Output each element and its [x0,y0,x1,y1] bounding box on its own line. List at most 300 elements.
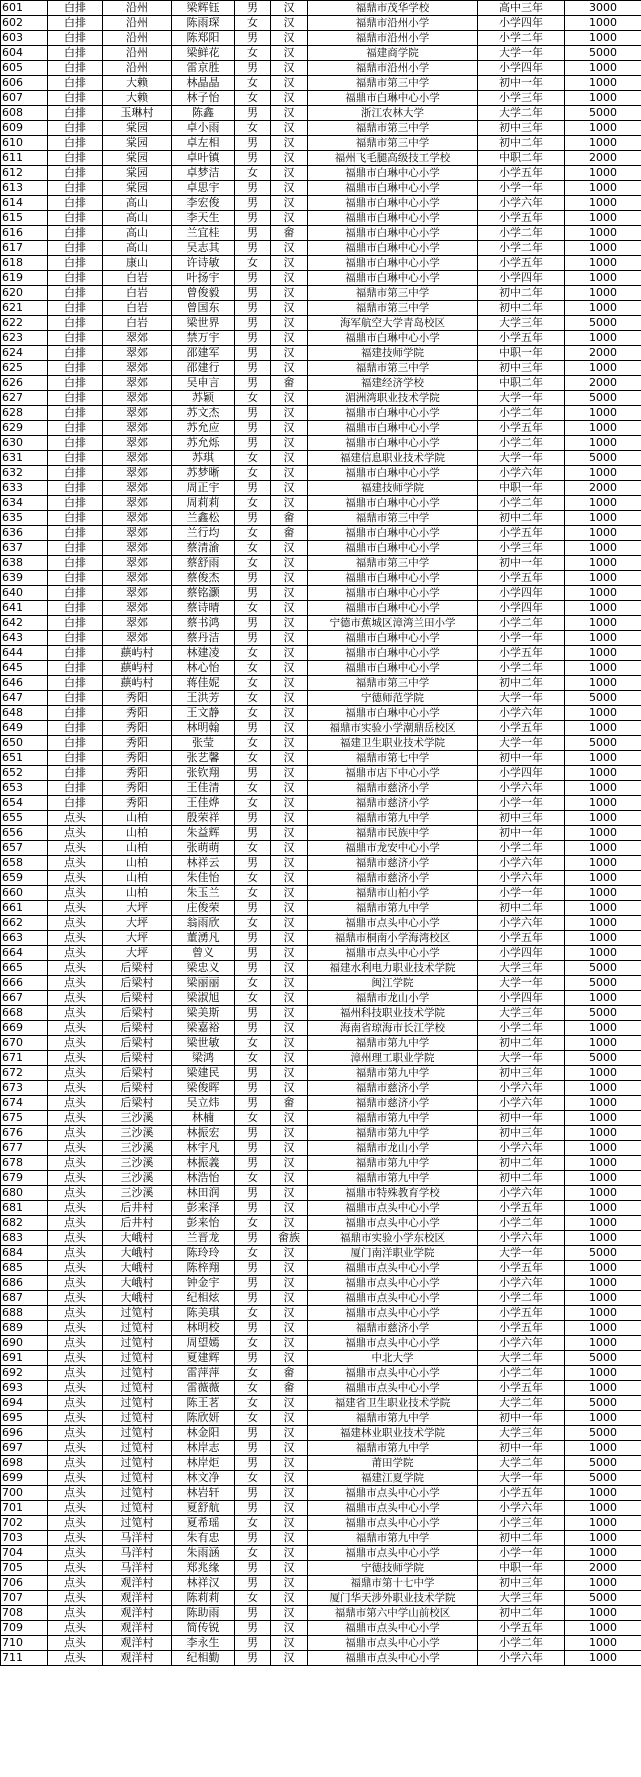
cell-grade[interactable]: 初中二年 [478,1036,565,1051]
cell-gender[interactable]: 男 [235,1126,271,1141]
cell-no[interactable]: 637 [1,541,48,556]
cell-village[interactable]: 后井村 [103,1201,172,1216]
cell-school[interactable]: 福鼎市白琳中心小学 [308,601,478,616]
cell-village[interactable]: 过笕村 [103,1321,172,1336]
cell-school[interactable]: 福鼎市点头中心小学 [308,1306,478,1321]
cell-no[interactable]: 705 [1,1561,48,1576]
cell-gender[interactable]: 男 [235,1456,271,1471]
cell-name[interactable]: 翁雨欣 [172,916,235,931]
cell-name[interactable]: 曾俊毅 [172,286,235,301]
cell-amount[interactable]: 1000 [565,61,641,76]
cell-grade[interactable]: 初中二年 [478,301,565,316]
cell-name[interactable]: 张艺馨 [172,751,235,766]
cell-town[interactable]: 白排 [48,781,103,796]
cell-village[interactable]: 翠郊 [103,451,172,466]
cell-ethnicity[interactable]: 汉 [271,1531,308,1546]
cell-no[interactable]: 616 [1,226,48,241]
cell-no[interactable]: 627 [1,391,48,406]
cell-no[interactable]: 651 [1,751,48,766]
cell-village[interactable]: 蕻屿村 [103,676,172,691]
cell-no[interactable]: 655 [1,811,48,826]
cell-name[interactable]: 周望嫣 [172,1336,235,1351]
cell-amount[interactable]: 1000 [565,361,641,376]
cell-town[interactable]: 点头 [48,1621,103,1636]
cell-school[interactable]: 莆田学院 [308,1456,478,1471]
cell-ethnicity[interactable]: 汉 [271,1351,308,1366]
cell-gender[interactable]: 男 [235,1426,271,1441]
cell-gender[interactable]: 女 [235,1471,271,1486]
cell-amount[interactable]: 5000 [565,451,641,466]
cell-ethnicity[interactable]: 汉 [271,286,308,301]
cell-name[interactable]: 朱益辉 [172,826,235,841]
cell-town[interactable]: 点头 [48,1261,103,1276]
cell-ethnicity[interactable]: 汉 [271,556,308,571]
cell-ethnicity[interactable]: 汉 [271,346,308,361]
cell-ethnicity[interactable]: 汉 [271,886,308,901]
cell-amount[interactable]: 1000 [565,301,641,316]
cell-no[interactable]: 663 [1,931,48,946]
cell-ethnicity[interactable]: 汉 [271,301,308,316]
cell-no[interactable]: 702 [1,1516,48,1531]
cell-town[interactable]: 点头 [48,946,103,961]
cell-no[interactable]: 678 [1,1156,48,1171]
cell-gender[interactable]: 男 [235,301,271,316]
cell-school[interactable]: 湄洲湾职业技术学院 [308,391,478,406]
cell-no[interactable]: 643 [1,631,48,646]
cell-village[interactable]: 大峨村 [103,1231,172,1246]
cell-gender[interactable]: 男 [235,721,271,736]
cell-town[interactable]: 白排 [48,511,103,526]
cell-gender[interactable]: 女 [235,871,271,886]
cell-grade[interactable]: 小学六年 [478,1141,565,1156]
cell-amount[interactable]: 1000 [565,181,641,196]
cell-town[interactable]: 点头 [48,1141,103,1156]
cell-school[interactable]: 福鼎市第九中学 [308,1126,478,1141]
cell-grade[interactable]: 初中一年 [478,556,565,571]
cell-ethnicity[interactable]: 畲族 [271,1231,308,1246]
cell-school[interactable]: 福鼎市点头中心小学 [308,1201,478,1216]
cell-village[interactable]: 过笕村 [103,1471,172,1486]
cell-amount[interactable]: 1000 [565,1111,641,1126]
cell-grade[interactable]: 大学一年 [478,976,565,991]
cell-town[interactable]: 点头 [48,1591,103,1606]
cell-no[interactable]: 613 [1,181,48,196]
cell-name[interactable]: 林田润 [172,1186,235,1201]
cell-town[interactable]: 白排 [48,301,103,316]
cell-name[interactable]: 陈助雨 [172,1606,235,1621]
cell-no[interactable]: 638 [1,556,48,571]
cell-gender[interactable]: 男 [235,136,271,151]
cell-name[interactable]: 兰鑫松 [172,511,235,526]
cell-gender[interactable]: 女 [235,751,271,766]
cell-school[interactable]: 福鼎市白琳中心小学 [308,226,478,241]
cell-town[interactable]: 白排 [48,436,103,451]
cell-gender[interactable]: 女 [235,1366,271,1381]
cell-village[interactable]: 大峨村 [103,1291,172,1306]
cell-name[interactable]: 彭来怡 [172,1216,235,1231]
cell-ethnicity[interactable]: 畲 [271,526,308,541]
cell-ethnicity[interactable]: 汉 [271,1336,308,1351]
cell-ethnicity[interactable]: 汉 [271,1621,308,1636]
cell-no[interactable]: 711 [1,1651,48,1666]
cell-amount[interactable]: 1000 [565,1171,641,1186]
cell-ethnicity[interactable]: 汉 [271,826,308,841]
cell-village[interactable]: 后梁村 [103,976,172,991]
cell-no[interactable]: 641 [1,601,48,616]
cell-village[interactable]: 蕻屿村 [103,646,172,661]
cell-gender[interactable]: 女 [235,841,271,856]
cell-school[interactable]: 福鼎市白琳中心小学 [308,331,478,346]
cell-name[interactable]: 梁俊晖 [172,1081,235,1096]
cell-no[interactable]: 666 [1,976,48,991]
cell-no[interactable]: 677 [1,1141,48,1156]
cell-town[interactable]: 点头 [48,1351,103,1366]
cell-gender[interactable]: 女 [235,796,271,811]
cell-grade[interactable]: 大学三年 [478,1426,565,1441]
cell-ethnicity[interactable]: 畲 [271,1366,308,1381]
cell-school[interactable]: 福鼎市点头中心小学 [308,1651,478,1666]
cell-grade[interactable]: 小学一年 [478,631,565,646]
cell-gender[interactable]: 女 [235,976,271,991]
cell-name[interactable]: 纪相炫 [172,1291,235,1306]
cell-amount[interactable]: 1000 [565,1021,641,1036]
cell-school[interactable]: 福建林业职业技术学院 [308,1426,478,1441]
cell-gender[interactable]: 男 [235,856,271,871]
cell-no[interactable]: 692 [1,1366,48,1381]
cell-village[interactable]: 高山 [103,226,172,241]
cell-amount[interactable]: 1000 [565,676,641,691]
cell-school[interactable]: 福鼎市白琳中心小学 [308,211,478,226]
cell-amount[interactable]: 1000 [565,1231,641,1246]
cell-ethnicity[interactable]: 汉 [271,91,308,106]
cell-gender[interactable]: 女 [235,1546,271,1561]
cell-gender[interactable]: 女 [235,46,271,61]
cell-gender[interactable]: 男 [235,631,271,646]
cell-ethnicity[interactable]: 汉 [271,16,308,31]
cell-village[interactable]: 过笕村 [103,1351,172,1366]
cell-grade[interactable]: 大学三年 [478,1591,565,1606]
cell-town[interactable]: 白排 [48,496,103,511]
cell-gender[interactable]: 男 [235,616,271,631]
cell-grade[interactable]: 初中一年 [478,76,565,91]
cell-school[interactable]: 福建经济学校 [308,376,478,391]
cell-name[interactable]: 林建凌 [172,646,235,661]
cell-gender[interactable]: 男 [235,181,271,196]
cell-amount[interactable]: 1000 [565,16,641,31]
cell-ethnicity[interactable]: 汉 [271,1441,308,1456]
cell-school[interactable]: 福鼎市白琳中心小学 [308,196,478,211]
cell-school[interactable]: 福州飞毛腿高级技工学校 [308,151,478,166]
cell-school[interactable]: 厦门南洋职业学院 [308,1246,478,1261]
cell-ethnicity[interactable]: 汉 [271,436,308,451]
cell-ethnicity[interactable]: 汉 [271,571,308,586]
cell-gender[interactable]: 男 [235,961,271,976]
cell-no[interactable]: 657 [1,841,48,856]
cell-no[interactable]: 674 [1,1096,48,1111]
cell-ethnicity[interactable]: 汉 [271,736,308,751]
cell-ethnicity[interactable]: 畲 [271,376,308,391]
cell-school[interactable]: 福鼎市第三中学 [308,511,478,526]
cell-amount[interactable]: 1000 [565,1651,641,1666]
cell-ethnicity[interactable]: 汉 [271,1291,308,1306]
cell-town[interactable]: 点头 [48,1021,103,1036]
cell-no[interactable]: 608 [1,106,48,121]
cell-amount[interactable]: 1000 [565,991,641,1006]
cell-ethnicity[interactable]: 汉 [271,1006,308,1021]
cell-no[interactable]: 672 [1,1066,48,1081]
cell-village[interactable]: 翠郊 [103,556,172,571]
cell-grade[interactable]: 小学五年 [478,931,565,946]
cell-gender[interactable]: 女 [235,526,271,541]
cell-grade[interactable]: 初中二年 [478,511,565,526]
cell-town[interactable]: 白排 [48,121,103,136]
cell-school[interactable]: 福鼎市民族中学 [308,826,478,841]
cell-amount[interactable]: 2000 [565,376,641,391]
cell-no[interactable]: 614 [1,196,48,211]
cell-name[interactable]: 许诗敏 [172,256,235,271]
cell-no[interactable]: 687 [1,1291,48,1306]
cell-gender[interactable]: 男 [235,346,271,361]
cell-no[interactable]: 628 [1,406,48,421]
cell-no[interactable]: 675 [1,1111,48,1126]
cell-grade[interactable]: 初中二年 [478,1606,565,1621]
cell-amount[interactable]: 5000 [565,1006,641,1021]
cell-school[interactable]: 浙江农林大学 [308,106,478,121]
cell-grade[interactable]: 小学四年 [478,271,565,286]
cell-ethnicity[interactable]: 汉 [271,406,308,421]
cell-gender[interactable]: 女 [235,1336,271,1351]
cell-grade[interactable]: 小学六年 [478,1276,565,1291]
cell-gender[interactable]: 男 [235,946,271,961]
cell-no[interactable]: 640 [1,586,48,601]
cell-no[interactable]: 633 [1,481,48,496]
cell-school[interactable]: 福鼎市龙山小学 [308,1141,478,1156]
cell-gender[interactable]: 男 [235,931,271,946]
cell-town[interactable]: 白排 [48,286,103,301]
cell-school[interactable]: 福建水利电力职业技术学院 [308,961,478,976]
cell-ethnicity[interactable]: 畲 [271,1096,308,1111]
cell-school[interactable]: 中北大学 [308,1351,478,1366]
cell-village[interactable]: 翠郊 [103,466,172,481]
cell-name[interactable]: 苏颖 [172,391,235,406]
cell-no[interactable]: 665 [1,961,48,976]
cell-ethnicity[interactable]: 汉 [271,706,308,721]
cell-school[interactable]: 福鼎市点头中心小学 [308,1261,478,1276]
cell-school[interactable]: 福鼎市白琳中心小学 [308,631,478,646]
cell-village[interactable]: 翠郊 [103,571,172,586]
cell-amount[interactable]: 3000 [565,1,641,16]
cell-ethnicity[interactable]: 汉 [271,901,308,916]
cell-gender[interactable]: 男 [235,436,271,451]
cell-name[interactable]: 蔡俊杰 [172,571,235,586]
cell-no[interactable]: 603 [1,31,48,46]
cell-village[interactable]: 翠郊 [103,526,172,541]
cell-gender[interactable]: 女 [235,451,271,466]
cell-amount[interactable]: 1000 [565,1576,641,1591]
cell-village[interactable]: 高山 [103,196,172,211]
cell-village[interactable]: 沿州 [103,16,172,31]
cell-town[interactable]: 白排 [48,31,103,46]
cell-amount[interactable]: 1000 [565,886,641,901]
cell-amount[interactable]: 1000 [565,1186,641,1201]
cell-grade[interactable]: 大学二年 [478,1351,565,1366]
cell-grade[interactable]: 小学六年 [478,1231,565,1246]
cell-ethnicity[interactable]: 汉 [271,316,308,331]
cell-village[interactable]: 大峨村 [103,1276,172,1291]
cell-gender[interactable]: 男 [235,1351,271,1366]
cell-gender[interactable]: 男 [235,1,271,16]
cell-ethnicity[interactable]: 汉 [271,166,308,181]
cell-ethnicity[interactable]: 汉 [271,751,308,766]
cell-village[interactable]: 白岩 [103,286,172,301]
cell-school[interactable]: 福鼎市慈济小学 [308,871,478,886]
cell-amount[interactable]: 5000 [565,1246,641,1261]
cell-grade[interactable]: 初中三年 [478,1576,565,1591]
cell-school[interactable]: 福鼎市点头中心小学 [308,1276,478,1291]
cell-grade[interactable]: 小学一年 [478,796,565,811]
cell-name[interactable]: 林振宏 [172,1126,235,1141]
cell-school[interactable]: 福鼎市白琳中心小学 [308,436,478,451]
cell-ethnicity[interactable]: 汉 [271,811,308,826]
cell-grade[interactable]: 小学六年 [478,1336,565,1351]
cell-school[interactable]: 福鼎市点头中心小学 [308,1516,478,1531]
cell-no[interactable]: 624 [1,346,48,361]
cell-grade[interactable]: 大学一年 [478,736,565,751]
cell-school[interactable]: 福建信息职业技术学院 [308,451,478,466]
cell-name[interactable]: 林祥汉 [172,1576,235,1591]
cell-name[interactable]: 庄俊荣 [172,901,235,916]
cell-ethnicity[interactable]: 汉 [271,196,308,211]
cell-ethnicity[interactable]: 汉 [271,976,308,991]
cell-amount[interactable]: 1000 [565,1081,641,1096]
cell-school[interactable]: 福建省卫生职业技术学院 [308,1396,478,1411]
cell-gender[interactable]: 女 [235,646,271,661]
cell-ethnicity[interactable]: 汉 [271,1081,308,1096]
cell-grade[interactable]: 小学六年 [478,1096,565,1111]
cell-village[interactable]: 后梁村 [103,961,172,976]
cell-ethnicity[interactable]: 汉 [271,466,308,481]
cell-no[interactable]: 648 [1,706,48,721]
cell-name[interactable]: 雷京胜 [172,61,235,76]
cell-amount[interactable]: 5000 [565,1396,641,1411]
cell-gender[interactable]: 女 [235,76,271,91]
cell-amount[interactable]: 5000 [565,691,641,706]
cell-gender[interactable]: 男 [235,1006,271,1021]
cell-name[interactable]: 朱有忠 [172,1531,235,1546]
cell-ethnicity[interactable]: 汉 [271,1141,308,1156]
cell-ethnicity[interactable]: 汉 [271,1426,308,1441]
cell-no[interactable]: 615 [1,211,48,226]
cell-no[interactable]: 682 [1,1216,48,1231]
cell-grade[interactable]: 初中三年 [478,811,565,826]
cell-ethnicity[interactable]: 汉 [271,481,308,496]
cell-amount[interactable]: 1000 [565,226,641,241]
cell-no[interactable]: 617 [1,241,48,256]
cell-no[interactable]: 697 [1,1441,48,1456]
cell-no[interactable]: 668 [1,1006,48,1021]
cell-name[interactable]: 林岸志 [172,1441,235,1456]
cell-town[interactable]: 点头 [48,976,103,991]
cell-town[interactable]: 点头 [48,1651,103,1666]
cell-grade[interactable]: 高中三年 [478,1,565,16]
cell-name[interactable]: 彭来泽 [172,1201,235,1216]
cell-grade[interactable]: 大学一年 [478,46,565,61]
cell-grade[interactable]: 小学二年 [478,1291,565,1306]
cell-village[interactable]: 过笕村 [103,1516,172,1531]
cell-village[interactable]: 过笕村 [103,1426,172,1441]
cell-grade[interactable]: 初中二年 [478,136,565,151]
cell-village[interactable]: 过笕村 [103,1306,172,1321]
cell-no[interactable]: 703 [1,1531,48,1546]
cell-village[interactable]: 观洋村 [103,1651,172,1666]
cell-no[interactable]: 630 [1,436,48,451]
cell-ethnicity[interactable]: 汉 [271,691,308,706]
cell-village[interactable]: 大峨村 [103,1261,172,1276]
cell-ethnicity[interactable]: 汉 [271,1,308,16]
cell-gender[interactable]: 男 [235,1231,271,1246]
cell-gender[interactable]: 女 [235,991,271,1006]
cell-gender[interactable]: 男 [235,1486,271,1501]
cell-school[interactable]: 福鼎市第十七中学 [308,1576,478,1591]
cell-ethnicity[interactable]: 汉 [271,586,308,601]
cell-no[interactable]: 623 [1,331,48,346]
cell-town[interactable]: 点头 [48,1186,103,1201]
cell-school[interactable]: 福鼎市第七中学 [308,751,478,766]
cell-no[interactable]: 688 [1,1306,48,1321]
cell-no[interactable]: 644 [1,646,48,661]
cell-ethnicity[interactable]: 汉 [271,1411,308,1426]
cell-gender[interactable]: 男 [235,106,271,121]
cell-name[interactable]: 曾义 [172,946,235,961]
cell-grade[interactable]: 大学二年 [478,106,565,121]
cell-name[interactable]: 陈欣妍 [172,1411,235,1426]
cell-amount[interactable]: 1000 [565,1621,641,1636]
cell-town[interactable]: 白排 [48,151,103,166]
cell-amount[interactable]: 1000 [565,31,641,46]
cell-town[interactable]: 点头 [48,1486,103,1501]
cell-gender[interactable]: 男 [235,1261,271,1276]
cell-grade[interactable]: 初中三年 [478,1126,565,1141]
cell-school[interactable]: 福鼎市第三中学 [308,286,478,301]
cell-school[interactable]: 福鼎市点头中心小学 [308,1486,478,1501]
cell-amount[interactable]: 1000 [565,916,641,931]
cell-no[interactable]: 679 [1,1171,48,1186]
cell-school[interactable]: 福建技师学院 [308,346,478,361]
cell-grade[interactable]: 初中二年 [478,676,565,691]
cell-grade[interactable]: 小学三年 [478,1516,565,1531]
cell-amount[interactable]: 1000 [565,721,641,736]
cell-name[interactable]: 梁嘉裕 [172,1021,235,1036]
cell-no[interactable]: 632 [1,466,48,481]
cell-grade[interactable]: 大学一年 [478,451,565,466]
cell-school[interactable]: 福鼎市第九中学 [308,1111,478,1126]
cell-ethnicity[interactable]: 汉 [271,1186,308,1201]
cell-grade[interactable]: 小学四年 [478,601,565,616]
cell-grade[interactable]: 小学二年 [478,241,565,256]
cell-name[interactable]: 邵建行 [172,361,235,376]
cell-gender[interactable]: 女 [235,736,271,751]
cell-town[interactable]: 白排 [48,46,103,61]
cell-gender[interactable]: 女 [235,1246,271,1261]
cell-town[interactable]: 白排 [48,676,103,691]
cell-gender[interactable]: 男 [235,1141,271,1156]
cell-name[interactable]: 夏舒航 [172,1501,235,1516]
cell-school[interactable]: 海南省琼海市长江学校 [308,1021,478,1036]
cell-gender[interactable]: 男 [235,1066,271,1081]
cell-amount[interactable]: 2000 [565,481,641,496]
cell-village[interactable]: 三沙溪 [103,1126,172,1141]
cell-village[interactable]: 过笕村 [103,1411,172,1426]
